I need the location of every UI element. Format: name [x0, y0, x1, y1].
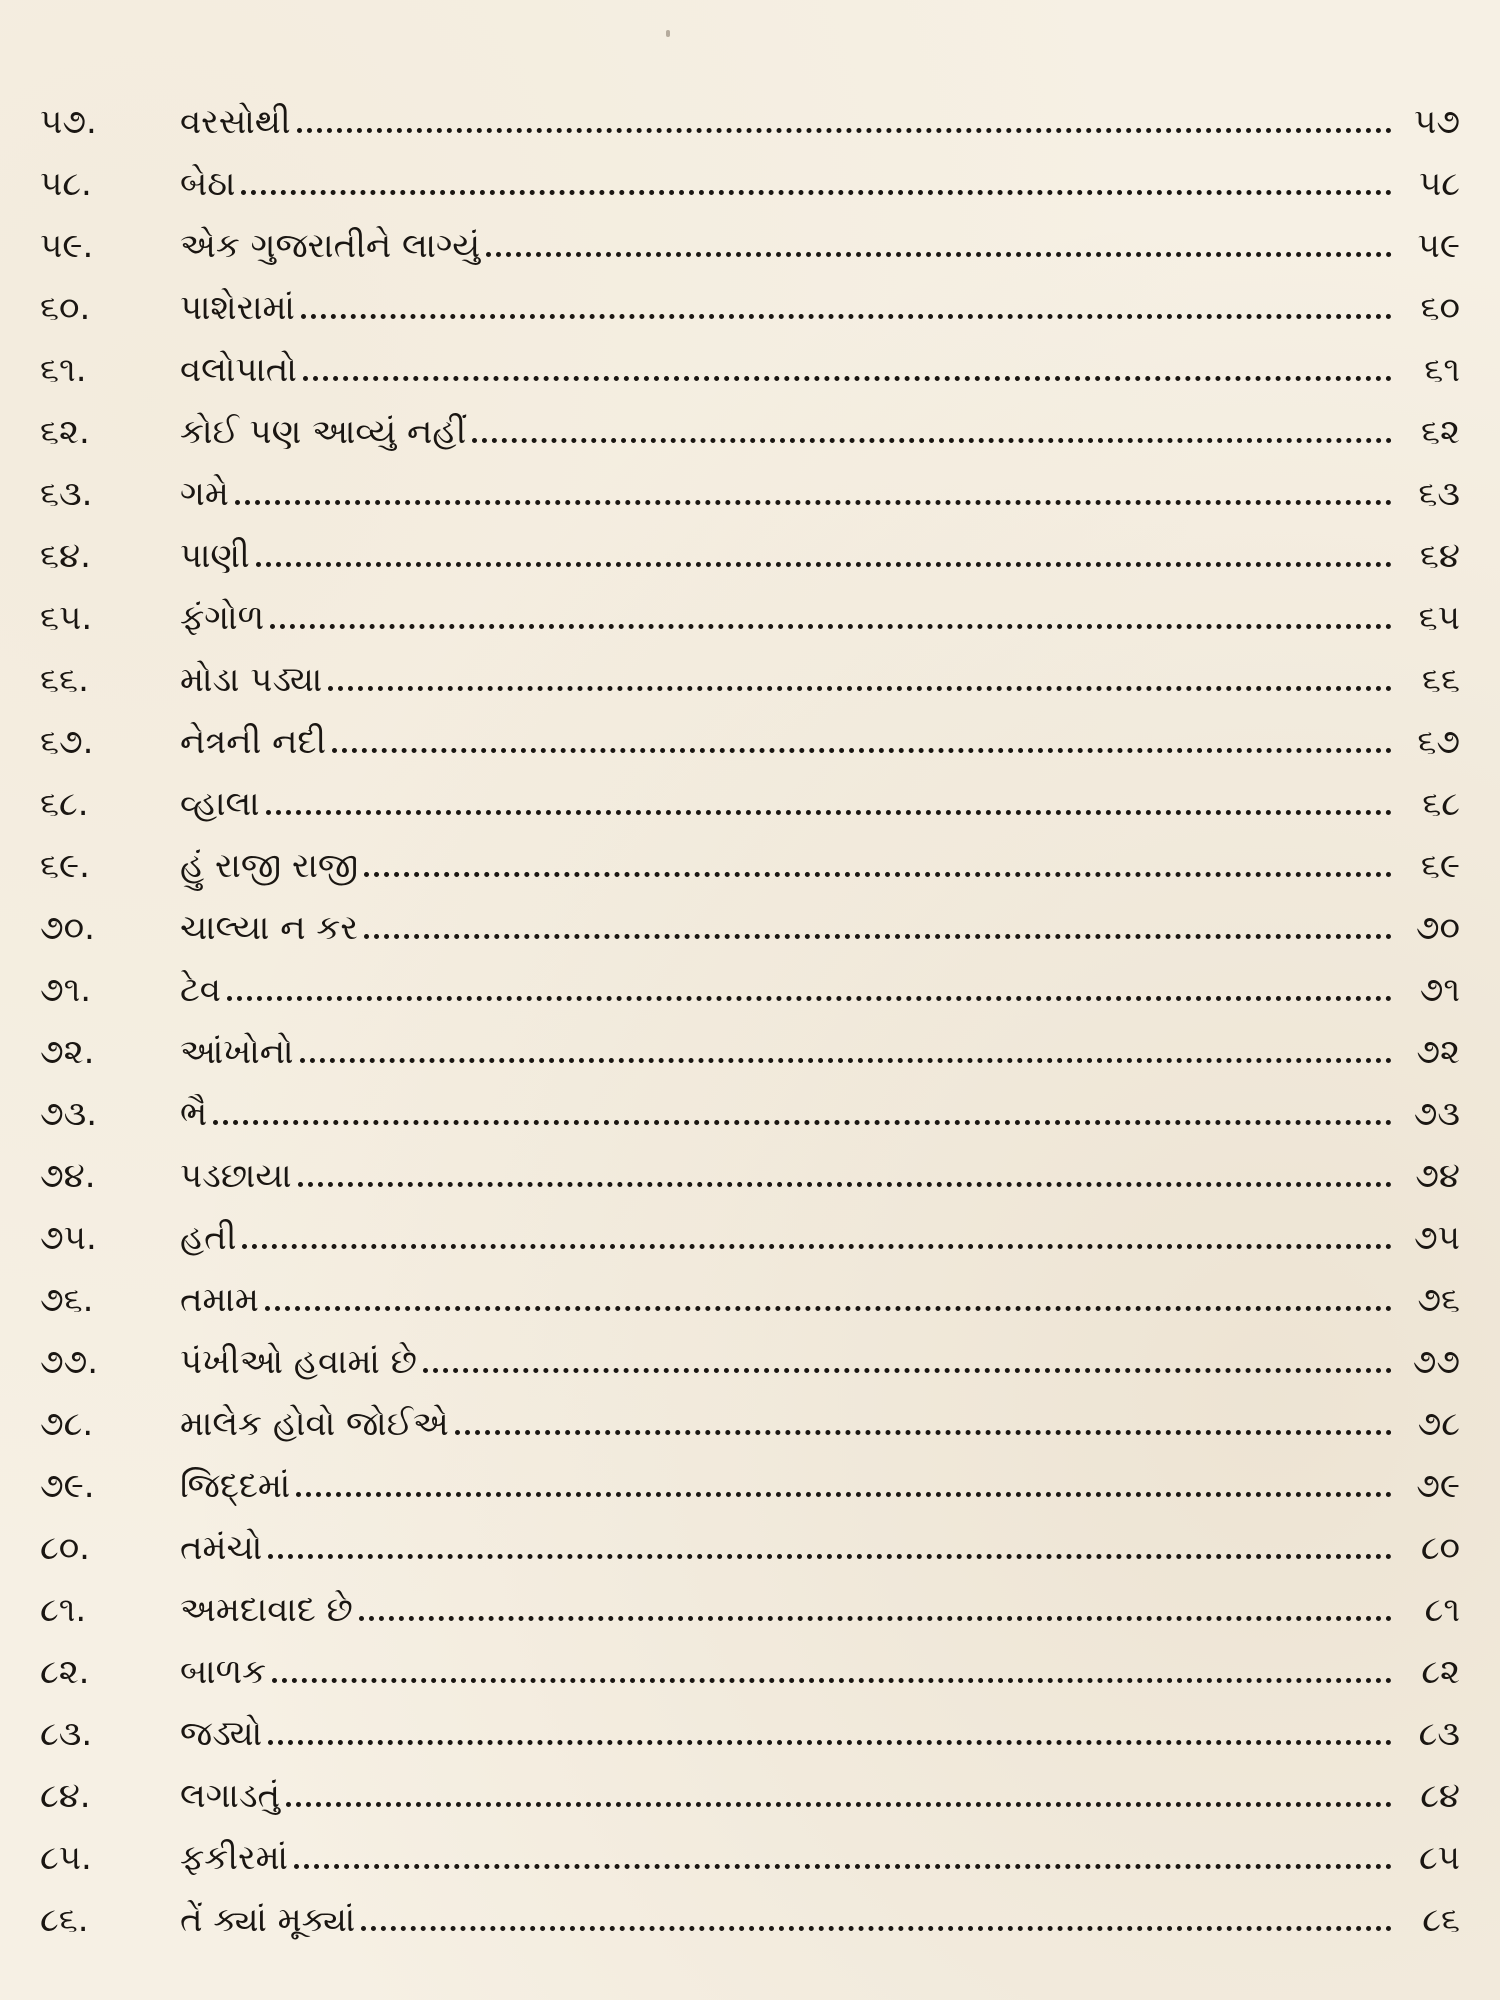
toc-entry — [40, 1692, 1460, 1754]
toc-entry-title: નેત્રની નદી — [180, 722, 327, 762]
toc-entry — [40, 1382, 1460, 1444]
toc-entry-title: કોઈ પણ આવ્યું નહીં — [180, 412, 467, 452]
dot-leader — [296, 1492, 1392, 1497]
toc-entry — [40, 762, 1460, 824]
toc-entry-title: ચાલ્યા ન કર — [180, 908, 358, 948]
toc-entry — [40, 514, 1460, 576]
toc-entry-page-number: ૮૨ — [1421, 1652, 1460, 1692]
toc-entry-page-number: ૭૩ — [1413, 1094, 1460, 1134]
toc-entry-number: ૭૮. — [40, 1404, 94, 1444]
dot-leader — [472, 438, 1392, 443]
dot-leader — [268, 1554, 1392, 1559]
toc-entry-title: બાળક — [180, 1652, 267, 1692]
toc-entry-title: તમામ — [180, 1280, 259, 1320]
toc-entry — [40, 452, 1460, 514]
toc-entry-number: ૬૩. — [40, 474, 93, 514]
toc-entry — [40, 1320, 1460, 1382]
toc-entry-page-number: ૭૮ — [1417, 1404, 1460, 1444]
toc-entry-number: ૮૨. — [40, 1652, 90, 1692]
dot-leader — [297, 128, 1392, 133]
toc-entry-page-number: ૬૫ — [1418, 598, 1460, 638]
toc-entry-title: ફકીરમાં — [180, 1838, 288, 1878]
toc-entry-page-number: ૫૭ — [1414, 102, 1460, 142]
dot-leader — [364, 872, 1392, 877]
paper-speck — [666, 30, 670, 37]
toc-entry — [40, 1816, 1460, 1878]
dot-leader — [268, 1740, 1392, 1745]
toc-entry-title: એક ગુજરાતીને લાગ્યું — [180, 226, 481, 266]
dot-leader — [486, 252, 1392, 257]
toc-entry-number: ૭૦. — [40, 908, 95, 948]
toc-entry-title: જિદ્દમાં — [180, 1466, 291, 1506]
toc-entry-title: ટેવ — [180, 970, 221, 1010]
toc-entry-title: ભૈ — [180, 1094, 208, 1134]
dot-leader — [266, 810, 1392, 815]
toc-entry-page-number: ૭૦ — [1415, 908, 1460, 948]
dot-leader — [300, 1058, 1392, 1063]
toc-entry-page-number: ૭૧ — [1419, 970, 1460, 1010]
toc-entry-title: જડ્યો — [180, 1714, 263, 1754]
dot-leader — [294, 1864, 1392, 1869]
toc-entry — [40, 1444, 1460, 1506]
toc-entry-page-number: ૮૫ — [1418, 1838, 1460, 1878]
toc-entry-number: ૭૪. — [40, 1156, 96, 1196]
toc-entry-page-number: ૮૩ — [1418, 1714, 1460, 1754]
toc-entry — [40, 1072, 1460, 1134]
dot-leader — [227, 996, 1392, 1001]
dot-leader — [364, 934, 1392, 939]
toc-entry — [40, 948, 1460, 1010]
toc-entry-title: વલોપાતો — [180, 350, 297, 390]
dot-leader — [303, 376, 1392, 381]
dot-leader — [359, 1616, 1392, 1621]
dot-leader — [213, 1120, 1392, 1125]
toc-entry — [40, 576, 1460, 638]
toc-entry-page-number: ૮૦ — [1420, 1528, 1460, 1568]
toc-entry-page-number: ૬૮ — [1422, 784, 1460, 824]
toc-entry-page-number: ૭૫ — [1414, 1218, 1460, 1258]
toc-entry-title: પડછાયા — [180, 1156, 292, 1196]
toc-entry-page-number: ૬૯ — [1420, 846, 1460, 886]
dot-leader — [361, 1926, 1392, 1931]
toc-entry-number: ૬૨. — [40, 412, 90, 452]
dot-leader — [286, 1802, 1392, 1807]
toc-entry-page-number: ૬૪ — [1419, 536, 1460, 576]
toc-entry-page-number: ૭૭ — [1412, 1342, 1460, 1382]
toc-entry-page-number: ૭૪ — [1415, 1156, 1460, 1196]
dot-leader — [455, 1430, 1392, 1435]
toc-entry-number: ૭૧. — [40, 970, 92, 1010]
toc-entry-title: આંખોનો — [180, 1032, 294, 1072]
toc-entry-number: ૭૫. — [40, 1218, 97, 1258]
toc-entry — [40, 1506, 1460, 1568]
toc-entry-title: હતી — [180, 1218, 237, 1258]
toc-entry — [40, 824, 1460, 886]
toc-entry — [40, 328, 1460, 390]
table-of-contents — [40, 80, 1460, 1940]
toc-entry-number: ૬૧. — [40, 350, 87, 390]
toc-entry-title: બેઠા — [180, 164, 236, 204]
toc-entry — [40, 266, 1460, 328]
toc-entry-page-number: ૬૭ — [1417, 722, 1460, 762]
toc-entry-number: ૬૪. — [40, 536, 91, 576]
toc-entry-number: ૮૧. — [40, 1590, 87, 1630]
toc-entry-page-number: ૮૧ — [1424, 1590, 1460, 1630]
dot-leader — [265, 1306, 1392, 1311]
toc-entry-number: ૬૯. — [40, 846, 90, 886]
toc-entry — [40, 1258, 1460, 1320]
toc-entry-title: અમદાવાદ છે — [180, 1590, 353, 1630]
toc-entry-number: ૮૫. — [40, 1838, 92, 1878]
toc-entry — [40, 1568, 1460, 1630]
toc-entry-page-number: ૭૯ — [1416, 1466, 1460, 1506]
toc-entry-number: ૬૮. — [40, 784, 89, 824]
toc-entry-title: ફંગોળ — [180, 598, 265, 638]
toc-entry-number: ૮૬. — [40, 1900, 89, 1940]
toc-entry-page-number: ૫૯ — [1417, 226, 1460, 266]
toc-entry — [40, 204, 1460, 266]
toc-entry-page-number: ૮૪ — [1420, 1776, 1460, 1816]
toc-entry-number: ૭૭. — [40, 1342, 99, 1382]
toc-entry-title: લગાડતું — [180, 1776, 281, 1816]
toc-entry-title: તમંચો — [180, 1528, 263, 1568]
dot-leader — [328, 686, 1392, 691]
dot-leader — [423, 1368, 1392, 1373]
toc-entry-number: ૭૩. — [40, 1094, 98, 1134]
toc-entry-number: ૫૯. — [40, 226, 94, 266]
toc-entry-page-number: ૮૬ — [1422, 1900, 1460, 1940]
dot-leader — [301, 314, 1392, 319]
toc-entry-number: ૬૭. — [40, 722, 94, 762]
toc-entry-page-number: ૬૩ — [1418, 474, 1460, 514]
toc-entry — [40, 1134, 1460, 1196]
toc-entry-number: ૬૦. — [40, 288, 91, 328]
dot-leader — [332, 748, 1392, 753]
dot-leader — [241, 190, 1392, 195]
toc-entry-title: હું રાજી રાજી — [180, 846, 359, 886]
toc-entry-page-number: ૬૨ — [1421, 412, 1460, 452]
toc-entry-number: ૮૪. — [40, 1776, 91, 1816]
toc-entry — [40, 142, 1460, 204]
toc-entry-title: તેં ક્યાં મૂક્યાં — [180, 1900, 356, 1940]
toc-entry — [40, 700, 1460, 762]
toc-entry-title: પાશેરામાં — [180, 288, 295, 328]
toc-entry-title: પંખીઓ હવામાં છે — [180, 1342, 417, 1382]
toc-entry-title: વ્હાલા — [180, 784, 260, 824]
toc-entry-page-number: ૭૬ — [1417, 1280, 1460, 1320]
dot-leader — [298, 1182, 1392, 1187]
dot-leader — [272, 1678, 1392, 1683]
toc-entry — [40, 1010, 1460, 1072]
toc-entry-page-number: ૬૬ — [1421, 660, 1460, 700]
toc-entry-number: ૮૦. — [40, 1528, 90, 1568]
toc-entry — [40, 1196, 1460, 1258]
toc-entry — [40, 1878, 1460, 1940]
toc-entry — [40, 1630, 1460, 1692]
toc-entry-number: ૬૫. — [40, 598, 93, 638]
toc-entry — [40, 390, 1460, 452]
toc-entry-number: ૬૬. — [40, 660, 89, 700]
dot-leader — [235, 500, 1392, 505]
toc-entry-title: પાણી — [180, 536, 250, 576]
toc-entry-page-number: ૫૮ — [1418, 164, 1460, 204]
toc-entry-title: માલેક હોવો જોઈએ — [180, 1404, 449, 1444]
toc-entry — [40, 638, 1460, 700]
toc-entry — [40, 1754, 1460, 1816]
toc-entry — [40, 80, 1460, 142]
toc-entry-title: મોડા પડ્યા — [180, 660, 323, 700]
toc-entry-page-number: ૭૨ — [1416, 1032, 1460, 1072]
toc-entry-page-number: ૬૧ — [1424, 350, 1460, 390]
toc-entry-number: ૫૮. — [40, 164, 92, 204]
toc-entry-title: ગમે — [180, 474, 229, 514]
dot-leader — [242, 1244, 1392, 1249]
dot-leader — [270, 624, 1392, 629]
toc-entry-number: ૮૩. — [40, 1714, 93, 1754]
toc-entry-title: વરસોથી — [180, 102, 291, 142]
toc-entry — [40, 886, 1460, 948]
toc-entry-number: ૭૯. — [40, 1466, 95, 1506]
dot-leader — [256, 562, 1392, 567]
toc-entry-number: ૭૬. — [40, 1280, 94, 1320]
toc-entry-number: ૭૨. — [40, 1032, 95, 1072]
toc-entry-page-number: ૬૦ — [1420, 288, 1460, 328]
toc-entry-number: ૫૭. — [40, 102, 97, 142]
